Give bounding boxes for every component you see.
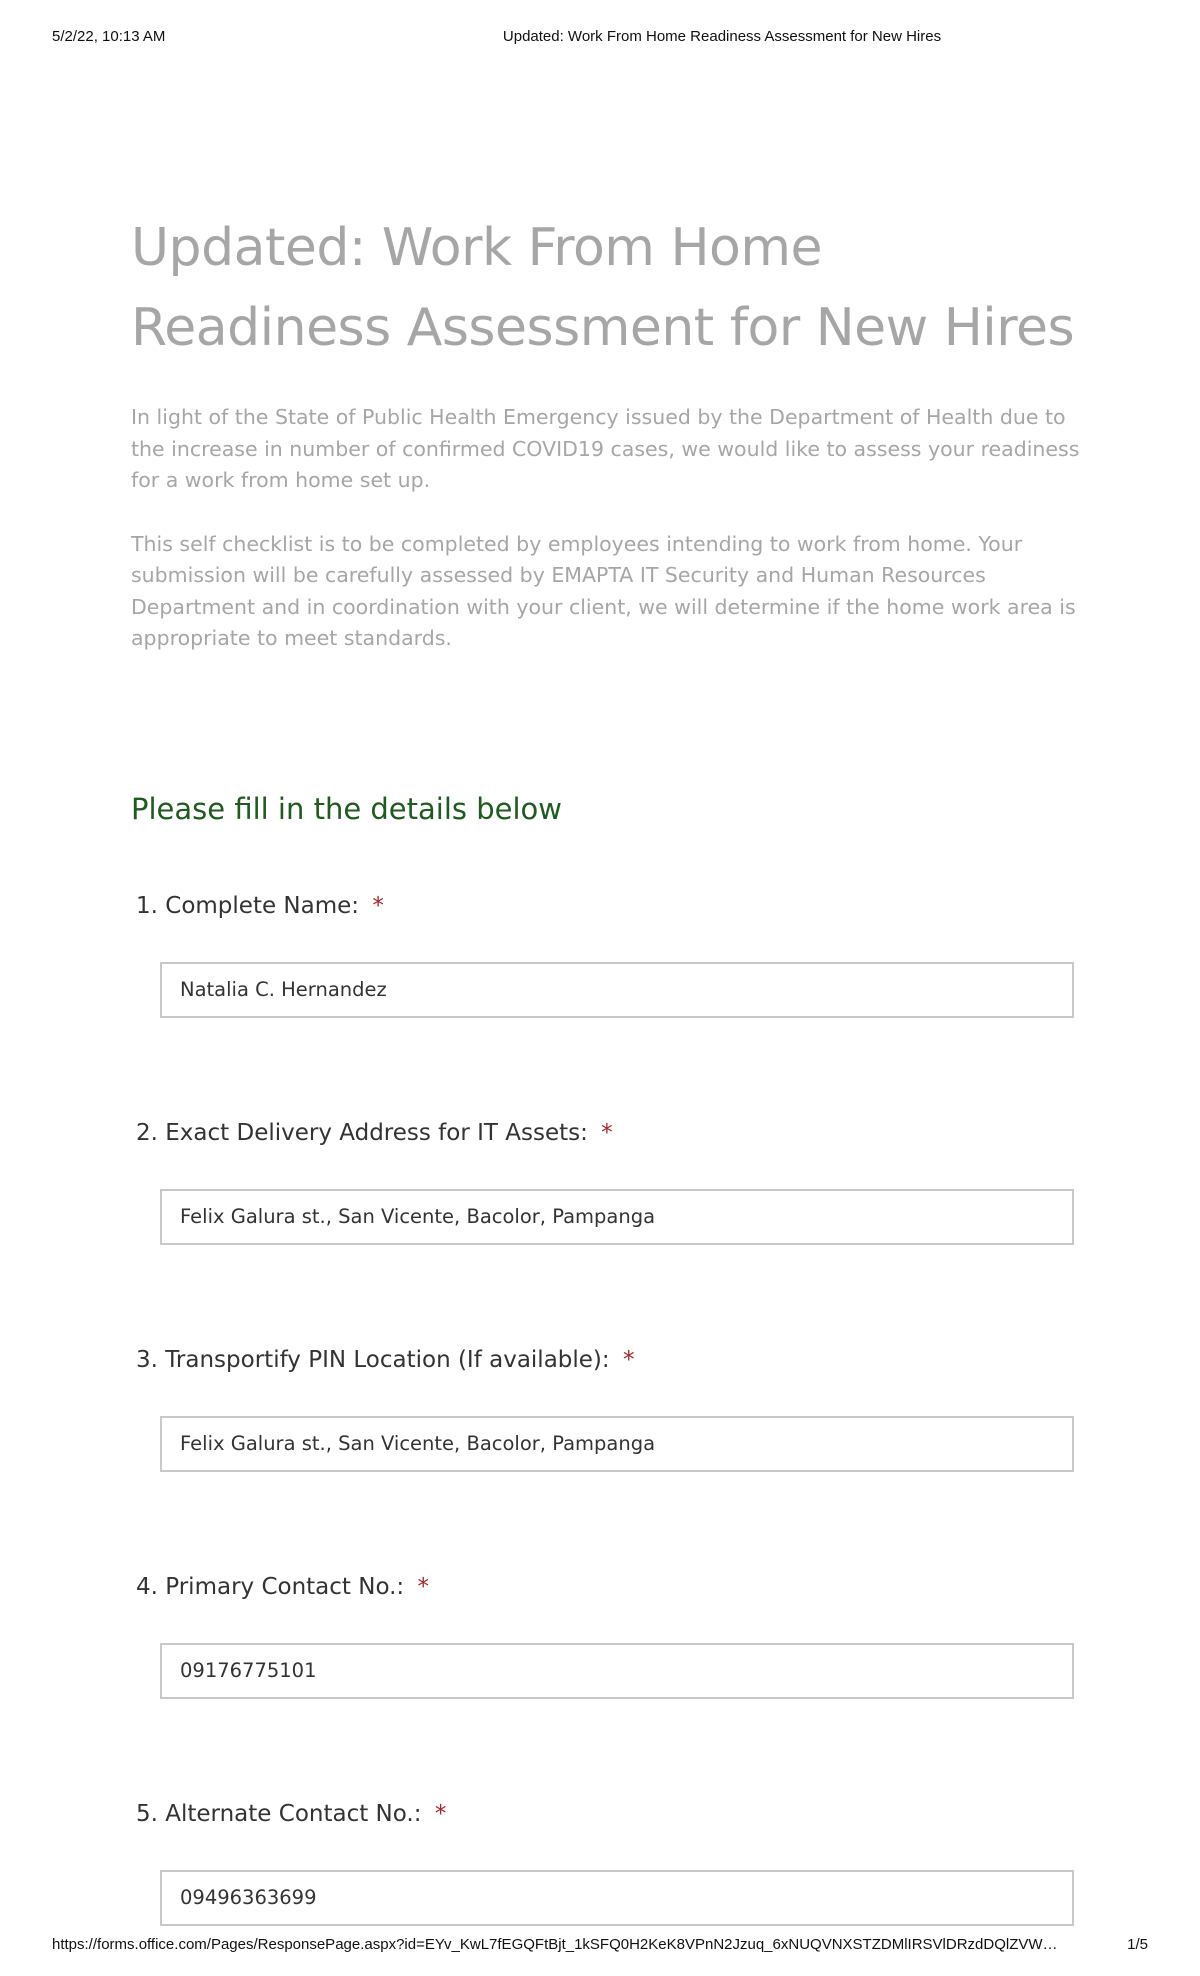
question-number: 5. bbox=[136, 1801, 158, 1827]
print-url: https://forms.office.com/Pages/ResponsePage.aspx?id=EYv_KwL7fEGQFtBjt_1kSFQ0H2KeK8VPnN2Jzuq_6xNUQVNXSTZDMlIRSVlDRzdDQlZVW… bbox=[52, 1936, 1058, 1953]
question-primary-contact bbox=[136, 1567, 1076, 1699]
required-marker: * bbox=[601, 1120, 613, 1146]
question-text: Transportify PIN Location (If available): bbox=[165, 1347, 610, 1373]
question-label bbox=[136, 1567, 1076, 1607]
question-text: Complete Name: bbox=[165, 893, 360, 919]
answer-field-transportify-pin[interactable]: Felix Galura st., San Vicente, Bacolor, Pampanga bbox=[160, 1416, 1074, 1472]
question-text: Alternate Contact No.: bbox=[165, 1801, 422, 1827]
answer-field-alternate-contact[interactable]: 09496363699 bbox=[160, 1870, 1074, 1926]
section-title: Please fill in the details below bbox=[131, 792, 562, 826]
question-alternate-contact bbox=[136, 1794, 1076, 1926]
required-marker: * bbox=[372, 893, 384, 919]
question-text: Exact Delivery Address for IT Assets: bbox=[165, 1120, 588, 1146]
question-transportify-pin bbox=[136, 1340, 1076, 1472]
question-number: 3. bbox=[136, 1347, 158, 1373]
print-header bbox=[52, 28, 1148, 48]
question-label bbox=[136, 886, 1076, 926]
required-marker: * bbox=[622, 1347, 635, 1373]
required-marker: * bbox=[417, 1574, 429, 1600]
question-number: 2. bbox=[136, 1120, 158, 1146]
question-label bbox=[136, 1340, 1076, 1380]
form-description bbox=[131, 402, 1081, 687]
question-delivery-address bbox=[136, 1113, 1076, 1245]
print-footer bbox=[52, 1936, 1148, 1956]
required-marker: * bbox=[434, 1801, 447, 1827]
page-number: 1/5 bbox=[1127, 1936, 1148, 1953]
form-title: Updated: Work From Home Readiness Assessment for New Hires bbox=[131, 218, 1075, 358]
description-paragraph-1: In light of the State of Public Health Emergency issued by the Department of Health due to the increase in number of confirmed COVID19 cases, we would like to assess your readiness for a work from home set up. bbox=[131, 405, 1080, 492]
answer-field-delivery-address[interactable]: Felix Galura st., San Vicente, Bacolor, Pampanga bbox=[160, 1189, 1074, 1245]
question-number: 4. bbox=[136, 1574, 158, 1600]
question-label bbox=[136, 1794, 1076, 1834]
question-label bbox=[136, 1113, 1076, 1153]
question-text: Primary Contact No.: bbox=[165, 1574, 405, 1600]
question-number: 1. bbox=[136, 893, 158, 919]
print-doc-title: Updated: Work From Home Readiness Assessment for New Hires bbox=[502, 28, 942, 45]
print-datetime: 5/2/22, 10:13 AM bbox=[52, 28, 166, 45]
description-paragraph-2: This self checklist is to be completed by employees intending to work from home. Your submission will be carefully assessed by EMAPTA IT Security and Human Resources Department and in coordination with your client, we will determine if the home work area is appropriate to meet standards. bbox=[131, 531, 1076, 650]
question-complete-name bbox=[136, 886, 1076, 1018]
answer-field-complete-name[interactable]: Natalia C. Hernandez bbox=[160, 962, 1074, 1018]
answer-field-primary-contact[interactable]: 09176775101 bbox=[160, 1643, 1074, 1699]
